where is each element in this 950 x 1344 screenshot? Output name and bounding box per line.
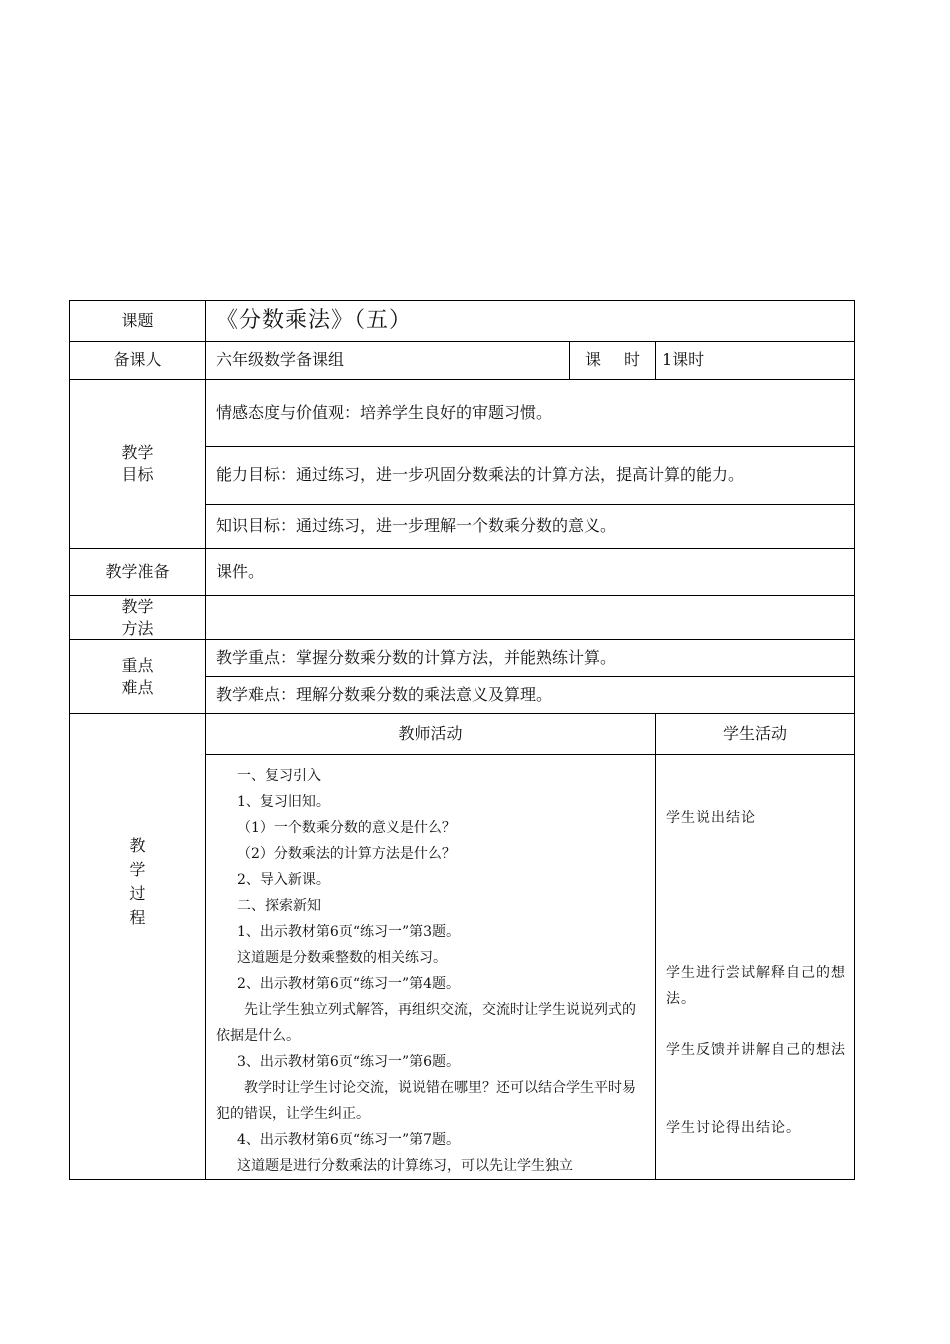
teacher-line: （2）分数乘法的计算方法是什么？	[237, 846, 456, 863]
method-label-line1: 教学	[121, 597, 154, 616]
teacher-line: 这道题是分数乘整数的相关练习。	[237, 950, 447, 967]
teacher-line: 4、出示教材第6页“练习一”第7题。	[237, 1132, 461, 1149]
student-note: 学生说出结论	[666, 810, 756, 827]
key-difficulty-label	[70, 640, 206, 714]
objectives-label-line2: 目标	[121, 465, 154, 484]
preparation-row	[70, 549, 855, 596]
process-label-char: 学	[129, 860, 146, 880]
topic-value: 《分数乘法》（五）	[206, 301, 855, 342]
student-note: 学生进行尝试解释自己的想法。	[666, 965, 846, 1008]
student-activity-header: 学生活动	[656, 714, 855, 755]
objective-attitude: 情感态度与价值观：培养学生良好的审题习惯。	[206, 380, 855, 447]
student-note: 学生讨论得出结论。	[666, 1120, 801, 1137]
teacher-line: 2、导入新课。	[237, 872, 330, 889]
objective-row-1	[70, 380, 855, 447]
teacher-line: 教学时让学生讨论交流，说说错在哪里？还可以结合学生平时易犯的错误，让学生纠正。	[216, 1080, 636, 1123]
objective-knowledge: 知识目标：通过练习，进一步理解一个数乘分数的意义。	[206, 505, 855, 549]
preparer-value: 六年级数学备课组	[206, 342, 570, 380]
process-label-char: 过	[129, 884, 146, 904]
key-point-row	[70, 640, 855, 677]
teacher-line: 二、探索新知	[237, 898, 321, 915]
teacher-activity-content	[206, 755, 656, 1180]
teacher-line: 这道题是进行分数乘法的计算练习，可以先让学生独立	[237, 1158, 573, 1175]
preparer-row	[70, 342, 855, 380]
preparation-value: 课件。	[206, 549, 855, 596]
teacher-line: 3、出示教材第6页“练习一”第6题。	[237, 1054, 461, 1071]
difficulty-point: 教学难点：理解分数乘分数的乘法意义及算理。	[206, 677, 855, 714]
preparer-label: 备课人	[70, 342, 206, 380]
hours-label: 课 时	[570, 342, 656, 380]
teacher-line: 先让学生独立列式解答，再组织交流，交流时让学生说说列式的依据是什么。	[216, 1002, 636, 1045]
process-label-char: 教	[129, 836, 146, 856]
topic-label: 课题	[70, 301, 206, 342]
key-label-line2: 难点	[121, 677, 154, 697]
method-row	[70, 596, 855, 640]
student-activity-content	[656, 755, 855, 1180]
key-label-line1: 重点	[121, 656, 154, 676]
topic-row	[70, 301, 855, 342]
preparation-label: 教学准备	[70, 549, 206, 596]
method-label-line2: 方法	[121, 618, 154, 638]
teacher-activity-header: 教师活动	[206, 714, 656, 755]
process-header-row	[70, 714, 855, 755]
method-label	[70, 596, 206, 640]
teacher-line: （1）一个数乘分数的意义是什么？	[237, 820, 456, 837]
student-note: 学生反馈并讲解自己的想法	[666, 1042, 846, 1059]
key-point: 教学重点：掌握分数乘分数的计算方法，并能熟练计算。	[206, 640, 855, 677]
objectives-label-line1: 教学	[121, 443, 154, 463]
objectives-label	[70, 380, 206, 549]
process-label	[70, 714, 206, 1180]
teacher-line: 1、出示教材第6页“练习一”第3题。	[237, 924, 461, 941]
hours-value: 1课时	[656, 342, 855, 380]
teacher-line: 2、出示教材第6页“练习一”第4题。	[237, 976, 461, 993]
lesson-plan-table	[69, 300, 855, 1180]
objective-ability: 能力目标：通过练习，进一步巩固分数乘法的计算方法，提高计算的能力。	[206, 447, 855, 505]
teacher-line: 一、复习引入	[237, 768, 321, 785]
teacher-line: 1、复习旧知。	[237, 794, 330, 811]
method-value	[206, 596, 855, 640]
process-label-char: 程	[129, 908, 146, 928]
